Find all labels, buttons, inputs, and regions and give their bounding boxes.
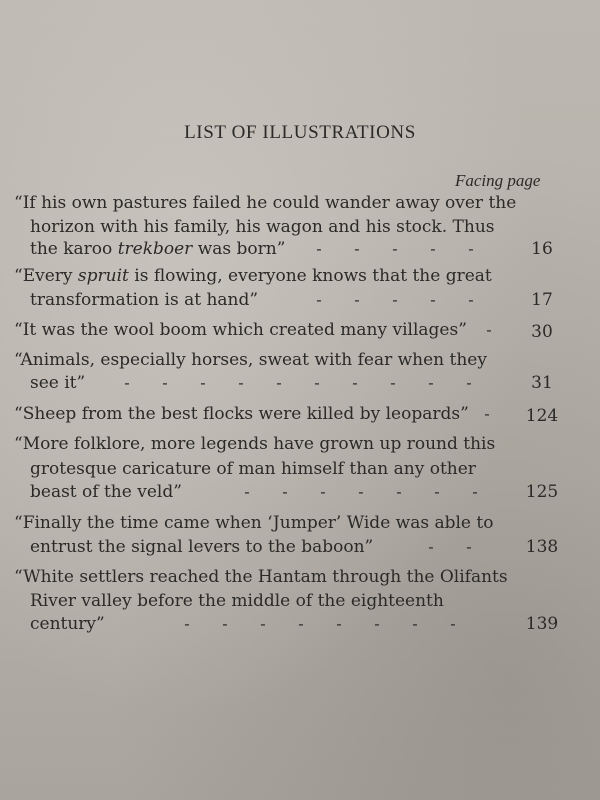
- dot-leader: - -: [428, 537, 472, 556]
- entry-text-line: “If his own pastures failed he could wander away over the: [14, 193, 517, 213]
- dot-leader: - - - - - - - - - -: [124, 373, 472, 392]
- entry-text-line: “Sheep from the best flocks were killed by leopards”: [14, 404, 469, 424]
- page-number: 30: [531, 322, 553, 342]
- page-title: LIST OF ILLUSTRATIONS: [184, 122, 416, 143]
- italic-term: spruit: [77, 266, 129, 286]
- dot-leader: -: [486, 320, 492, 339]
- entry-text-line: century”: [30, 614, 105, 634]
- entry-text-line: River valley before the middle of the eighteenth: [30, 591, 444, 611]
- entry-text-line: beast of the veld”: [30, 482, 182, 502]
- entry-text-line: see it”: [30, 373, 86, 393]
- dot-leader: - - - - - - - -: [184, 614, 456, 633]
- page-number: 138: [525, 537, 559, 557]
- dot-leader: -: [484, 404, 490, 423]
- page-number: 124: [525, 406, 559, 426]
- page-number: 139: [525, 614, 559, 634]
- entry-text-line: “Every spruit is flowing, everyone knows that the great: [14, 266, 492, 286]
- entry-text-line: grotesque caricature of man himself than any other: [30, 459, 476, 479]
- entry-text-line: horizon with his family, his wagon and his stock. Thus: [30, 217, 495, 237]
- entry-text-line: transformation is at hand”: [30, 290, 259, 310]
- entry-text-line: entrust the signal levers to the baboon”: [30, 537, 374, 557]
- facing-page-label: Facing page: [455, 171, 541, 190]
- page-number: 125: [525, 482, 559, 502]
- entry-text-line: “Animals, especially horses, sweat with fear when they: [14, 350, 487, 370]
- page-number: 17: [531, 290, 553, 310]
- page-number: 16: [531, 239, 553, 259]
- dot-leader: - - - - -: [316, 290, 474, 309]
- page-number: 31: [531, 373, 553, 393]
- dot-leader: - - - - -: [316, 239, 474, 258]
- entry-text-line: “More folklore, more legends have grown up round this: [14, 434, 496, 454]
- entry-text-line: “White settlers reached the Hantam through the Olifants: [14, 567, 508, 587]
- entry-text-line: “Finally the time came when ‘Jumper’ Wide was able to: [14, 513, 494, 533]
- dot-leader: - - - - - - -: [244, 482, 478, 501]
- italic-term: trekboer: [117, 239, 193, 259]
- entry-text-line: the karoo trekboer was born”: [30, 239, 286, 259]
- entry-text-line: “It was the wool boom which created many villages”: [14, 320, 467, 340]
